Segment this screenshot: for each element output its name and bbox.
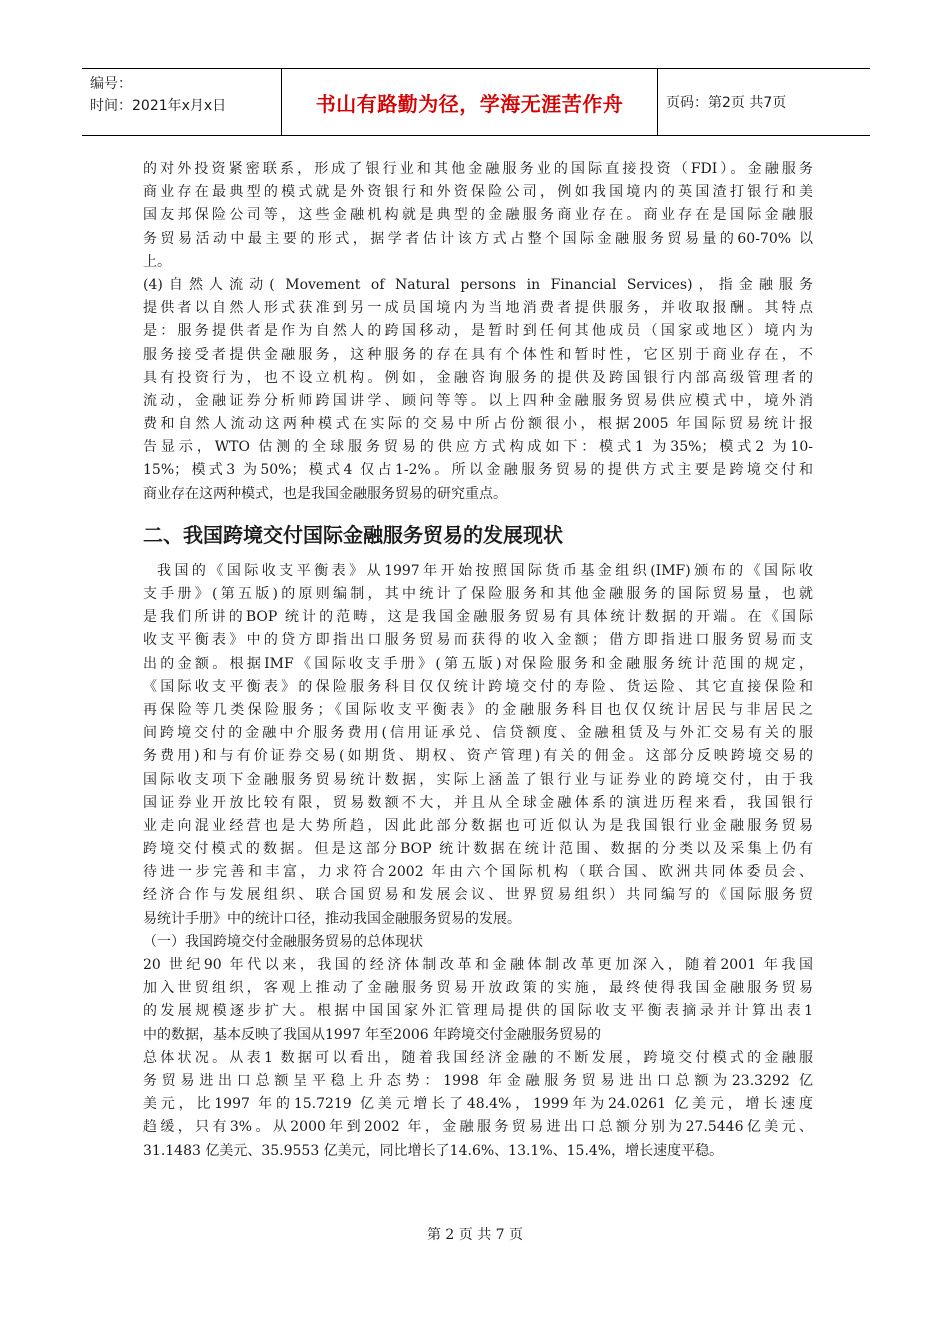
text-line: 15%；模式3 为50%；模式4 仅占1-2%。所以金融服务贸易的提供方式主要是跨境交付和 — [143, 462, 813, 479]
document-date-label: 时间：2021年x月x日 — [90, 98, 227, 114]
text-line: 流动，金融证券分析师跨国讲学、顾问等等。以上四种金融服务贸易供应模式中，境外消 — [143, 392, 813, 409]
page-header — [82, 68, 870, 136]
text-line: 跨境交付模式的数据。但是这部分BOP 统计数据在统计范围、数据的分类以及采集上仍有 — [143, 841, 813, 858]
paragraph-bop-statistics — [143, 560, 813, 931]
text-line: 商业存在这两种模式，也是我国金融服务贸易的研究重点。 — [143, 485, 507, 502]
text-line: 易统计手册》中的统计口径，推动我国金融服务贸易的发展。 — [143, 910, 521, 927]
text-line: 的对外投资紧密联系，形成了银行业和其他金融服务业的国际直接投资（FDI）。金融服务 — [143, 161, 813, 177]
text-line: 国证券业开放比较有限，贸易数额不大，并且从全球金融体系的演进历程来看，我国银行 — [143, 794, 813, 811]
text-line: 待进一步完善和丰富，力求符合2002 年由六个国际机构（联合国、欧洲共同体委员会、 — [143, 864, 813, 881]
text-line: 20 世纪90 年代以来，我国的经济体制改革和金融体制改革更加深入，随着2001 年我国 — [143, 957, 813, 973]
text-line: 《国际收支平衡表》的保险服务科目仅仅统计跨境交付的寿险、货运险、其它直接保险和 — [143, 678, 813, 695]
paragraph-overall-status — [143, 954, 813, 1047]
text-line: 的发展规模逐步扩大。根据中国国家外汇管理局提供的国际收支平衡表摘录并计算出表1 — [143, 1003, 813, 1020]
text-line: 务贸易进出口总额呈平稳上升态势：1998 年金融服务贸易进出口总额为23.3292 亿 — [143, 1072, 813, 1089]
text-line: 上。 — [143, 253, 171, 270]
paragraph-trade-growth — [143, 1047, 813, 1163]
text-line: 31.1483 亿美元、35.9553 亿美元，同比增长了14.6%、13.1%、15.4%，增长速度平稳。 — [143, 1142, 724, 1159]
text-line: 支手册》(第五版)的原则编制，其中统计了保险服务和其他金融服务的国际贸易量，也就 — [143, 586, 813, 602]
text-line: 出的金额。根据IMF《国际收支手册》(第五版)对保险服务和金融服务统计范围的规定， — [143, 655, 813, 672]
text-line: 具有投资行为，也不设立机构。例如，金融咨询服务的提供及跨国银行内部高级管理者的 — [143, 369, 813, 386]
text-line: 服务接受者提供金融服务，这种服务的存在具有个体性和暂时性，它区别于商业存在，不 — [143, 346, 813, 363]
text-line: 是：服务提供者是作为自然人的跨国移动，是暂时到任何其他成员（国家或地区）境内为 — [143, 323, 813, 340]
document-number-label: 编号： — [90, 76, 132, 92]
text-line: 收支平衡表》中的贷方即指出口服务贸易而获得的收入金额；借方即指进口服务贸易而支 — [143, 632, 813, 649]
header-meta — [82, 69, 282, 135]
document-body — [143, 158, 813, 1163]
section-heading: 二、我国跨境交付国际金融服务贸易的发展现状 — [143, 522, 563, 547]
text-line: 中的数据，基本反映了我国从1997 年至2006 年跨境交付金融服务贸易的 — [143, 1026, 602, 1043]
text-line: 商业存在最典型的模式就是外资银行和外资保险公司，例如我国境内的英国渣打银行和美 — [143, 184, 813, 201]
text-line: 务贸易活动中最主要的形式，据学者估计该方式占整个国际金融服务贸易量的60-70% 以 — [143, 230, 813, 247]
text-line: 是我们所讲的BOP 统计的范畴，这是我国金融服务贸易有具体统计数据的开端。在《国际 — [143, 609, 813, 626]
page-footer: 第 2 页 共 7 页 — [426, 1227, 524, 1243]
text-line: 告显示，WTO 估测的全球服务贸易的供应方式构成如下：模式1 为35%；模式2 为10- — [143, 439, 813, 456]
header-page-info: 页码：第2页 共7页 — [666, 95, 787, 111]
text-line: 间跨境交付的金融中介服务费用(信用证承兑、信贷额度、金融租赁及与外汇交易有关的服 — [143, 725, 813, 742]
text-line: 趋缓，只有3%。从2000年到2002 年，金融服务贸易进出口总额分别为27.5446亿美元、 — [143, 1119, 813, 1136]
text-line: 再保险等几类保险服务；《国际收支平衡表》的金融服务科目也仅仅统计居民与非居民之 — [143, 701, 813, 718]
text-line: 总体状况。从表1 数据可以看出，随着我国经济金融的不断发展，跨境交付模式的金融服 — [143, 1049, 813, 1066]
text-line: 国友邦保险公司等，这些金融机构就是典型的金融服务商业存在。商业存在是国际金融服 — [143, 207, 813, 224]
text-line: 务费用)和与有价证券交易(如期货、期权、资产管理)有关的佣金。这部分反映跨境交易的 — [143, 748, 813, 765]
text-line: 加入世贸组织，客观上推动了金融服务贸易开放政策的实施，最终使得我国金融服务贸易 — [143, 980, 813, 997]
text-line: 提供者以自然人形式获准到另一成员国境内为当地消费者提供服务，并收取报酬。其特点 — [143, 300, 813, 317]
subsection-heading: （一）我国跨境交付金融服务贸易的总体现状 — [143, 933, 423, 950]
text-line: 美元，比1997 年的15.7219 亿美元增长了48.4%，1999年为24.0261 亿美元，增长速度 — [143, 1096, 813, 1113]
text-line: 经济合作与发展组织、联合国贸易和发展会议、世界贸易组织）共同编写的《国际服务贸 — [143, 887, 813, 904]
paragraph-natural-persons — [143, 274, 813, 506]
text-line: 费和自然人流动这两种模式在实际的交易中所占份额很小，根据2005 年国际贸易统计报 — [143, 416, 813, 433]
paragraph-commercial-presence — [143, 158, 813, 274]
text-line: (4)自然人流动( Movement of Natural persons in Financial Services)，指金融服务 — [143, 276, 813, 293]
text-line: 国际收支项下金融服务贸易统计数据，实际上涵盖了银行业与证券业的跨境交付，由于我 — [143, 771, 813, 788]
text-line: 我国的《国际收支平衡表》从1997年开始按照国际货币基金组织(IMF)颁布的《国际收 — [157, 562, 813, 579]
header-motto: 书山有路勤为径，学海无涯苦作舟 — [282, 69, 658, 135]
text-line: 业走向混业经营也是大势所趋，因此此部分数据也可近似认为是我国银行业金融服务贸易 — [143, 817, 813, 834]
